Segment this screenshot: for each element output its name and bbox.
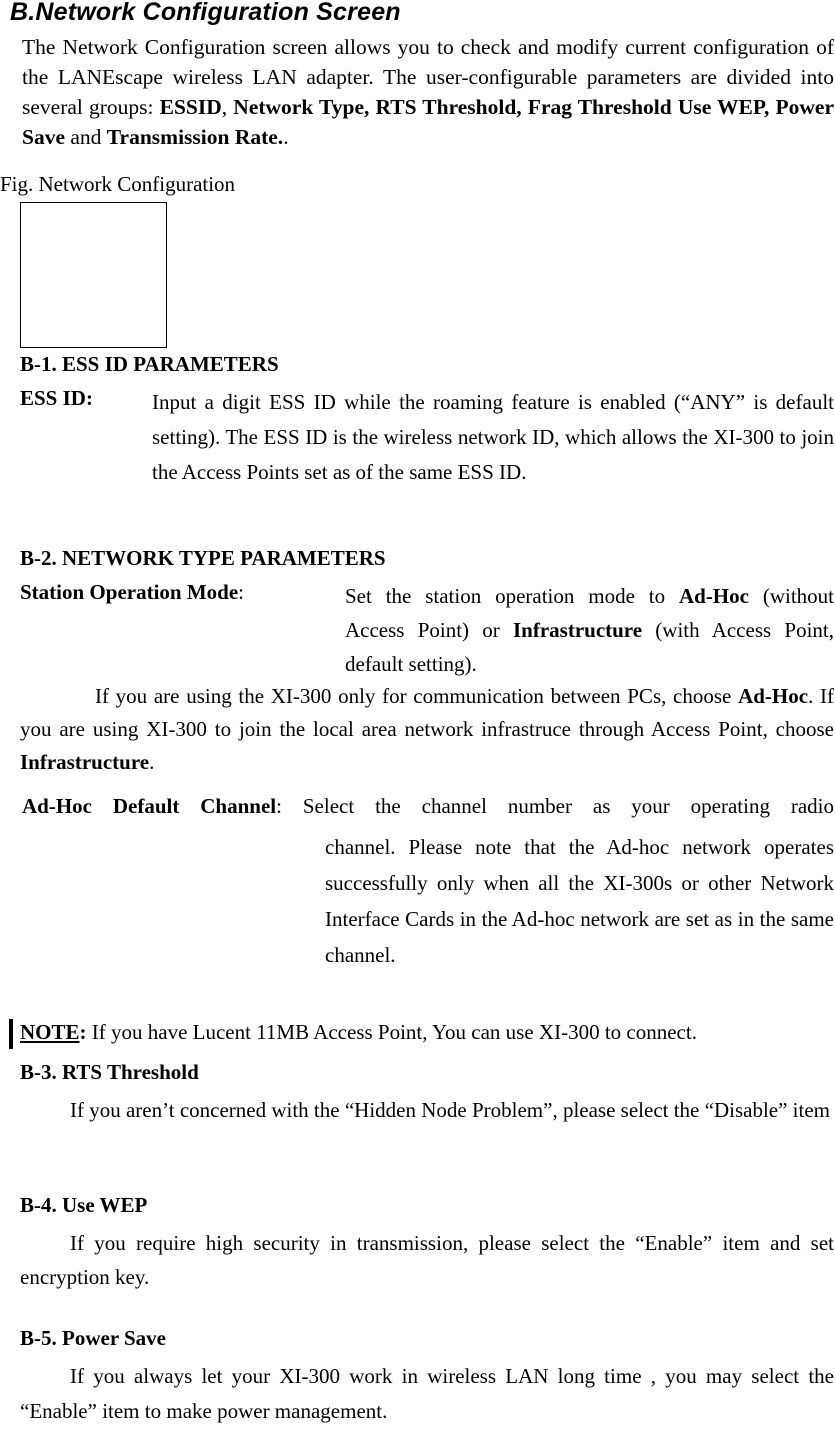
- term-ess-id: ESS ID:: [20, 386, 93, 410]
- bold-term: Transmission Rate.: [106, 125, 284, 149]
- section-title-b5: B-5. Power Save: [20, 1326, 167, 1350]
- bold-term: Network Type, RTS Threshold, Frag Threshold Use WEP, Power Save: [22, 95, 834, 149]
- rts-threshold-paragraph: If you aren’t concerned with the “Hidden Node Problem”, please select the “Disable” item: [70, 1098, 830, 1122]
- network-type-paragraph: If you are using the XI-300 only for communication between PCs, choose Ad-Hoc. If you are using XI-300 to join the local area network infrastruce through Access Point, choose Infrastructure.: [20, 684, 834, 774]
- term-adhoc-default-channel: Ad-Hoc Default Channel: Select the channel number as your operating radio: [22, 794, 834, 818]
- intro-paragraph: The Network Configuration screen allows you to check and modify current configuration of the LANEscape wireless LAN adapter. The user-configurable parameters are divided into several groups: ESSID, Network Type, RTS Threshold, Frag Threshold Use WEP, Power Save and Transmission Rate..: [22, 35, 834, 149]
- station-mode-description: Set the station operation mode to Ad-Hoc (without Access Point) or Infrastructure (with Access Point, default setting).: [345, 584, 834, 676]
- section-title-b2: B-2. NETWORK TYPE PARAMETERS: [20, 546, 386, 570]
- section-title-b4: B-4. Use WEP: [20, 1193, 148, 1217]
- section-heading: B.Network Configuration Screen: [10, 0, 401, 26]
- note-label: NOTE: [20, 1020, 80, 1044]
- note-line: NOTE: If you have Lucent 11MB Access Point, You can use XI-300 to connect.: [20, 1020, 697, 1044]
- figure-placeholder: [20, 202, 167, 348]
- section-title-b1: B-1. ESS ID PARAMETERS: [20, 352, 279, 376]
- power-save-paragraph: If you always let your XI-300 work in wireless LAN long time , you may select the “Enable” item to make power management.: [20, 1364, 834, 1423]
- adhoc-channel-description: channel. Please note that the Ad-hoc network operates successfully only when all the XI-300s or other Network Interface Cards in the Ad-hoc network are set as in the same channel.: [325, 835, 834, 967]
- change-bar: [9, 1019, 13, 1049]
- ess-id-description: Input a digit ESS ID while the roaming feature is enabled (“ANY” is default setting). The ESS ID is the wireless network ID, which allows the XI-300 to join the Access Points set as of the same ESS ID.: [152, 390, 834, 484]
- section-title-b3: B-3. RTS Threshold: [20, 1060, 199, 1084]
- figure-caption: Fig. Network Configuration: [0, 172, 236, 196]
- term-station-operation-mode: Station Operation Mode:: [20, 580, 245, 604]
- bold-term: ESSID: [159, 95, 222, 119]
- use-wep-paragraph: If you require high security in transmission, please select the “Enable” item and set encryption key.: [20, 1231, 834, 1289]
